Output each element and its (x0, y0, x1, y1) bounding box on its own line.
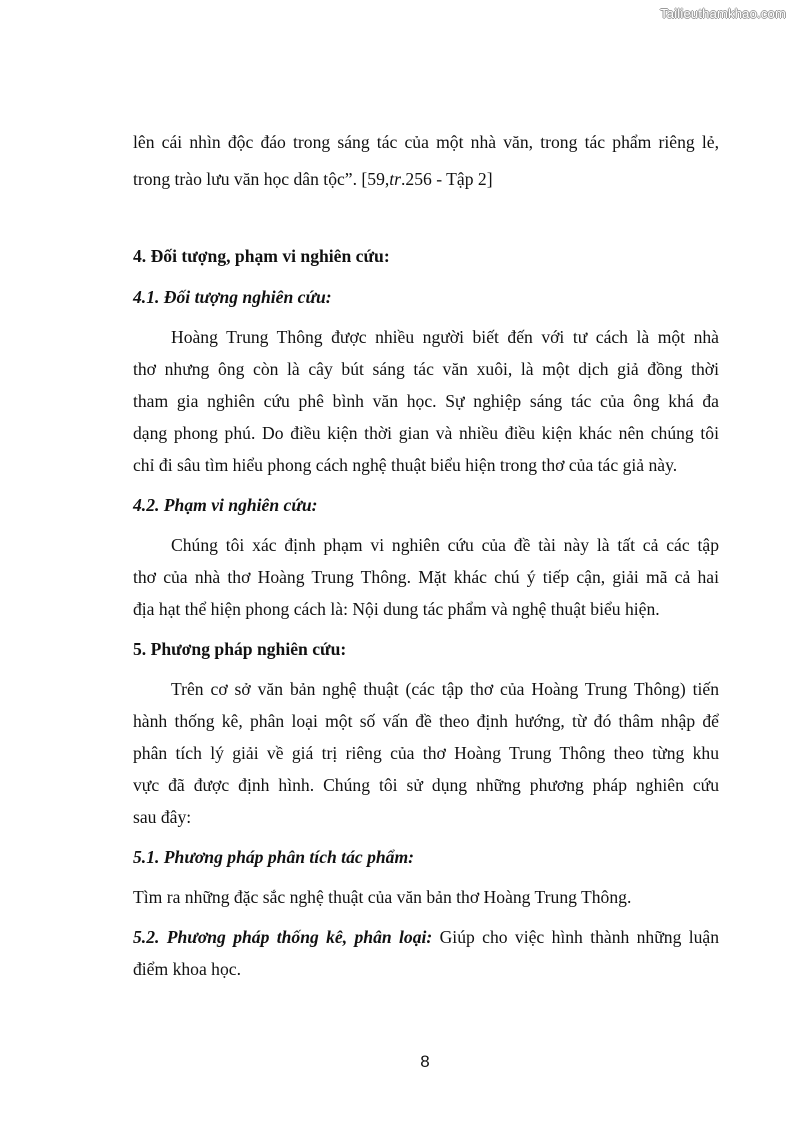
paragraph-line: phân tích lý giải về giá trị riêng của thơ Hoàng Trung Thông theo từng khu (133, 743, 719, 763)
paragraph-line: sau đây: (133, 807, 192, 827)
paragraph-line: Tìm ra những đặc sắc nghệ thuật của văn bản thơ Hoàng Trung Thông. (133, 887, 632, 907)
paragraph-line: vực đã được định hình. Chúng tôi sử dụng những phương pháp nghiên cứu (133, 775, 719, 795)
paragraph-line: tham gia nghiên cứu phê bình văn học. Sự nghiệp sáng tác của ông khá đa (133, 391, 719, 411)
subsection-heading-inline: 5.2. Phương pháp thống kê, phân loại: (133, 927, 433, 947)
section-heading: 5. Phương pháp nghiên cứu: (133, 639, 347, 659)
paragraph-line: thơ nhưng ông còn là cây bút sáng tác văn xuôi, là một dịch giả đồng thời (133, 359, 719, 379)
paragraph-line: địa hạt thể hiện phong cách là: Nội dung tác phẩm và nghệ thuật biểu hiện. (133, 599, 660, 619)
text: .256 - Tập 2] (401, 169, 493, 189)
paragraph-line: thơ của nhà thơ Hoàng Trung Thông. Mặt khác chú ý tiếp cận, giải mã cả hai (133, 567, 719, 587)
italic-text: tr (389, 169, 402, 189)
paragraph-line: hành thống kê, phân loại một số vấn đề theo định hướng, từ đó thâm nhập để (133, 711, 719, 731)
section-heading: 4. Đối tượng, phạm vi nghiên cứu: (133, 246, 390, 266)
text: trong trào lưu văn học dân tộc”. [59, (133, 169, 390, 189)
paragraph-line: Hoàng Trung Thông được nhiều người biết đến với tư cách là một nhà (171, 327, 719, 347)
subsection-heading: 4.1. Đối tượng nghiên cứu: (133, 287, 332, 307)
paragraph-line-citation (133, 164, 493, 196)
subsection-heading: 4.2. Phạm vi nghiên cứu: (133, 495, 318, 515)
paragraph-line-mixed (133, 922, 719, 954)
paragraph-line: dạng phong phú. Do điều kiện thời gian và nhiều điều kiện khác nên chúng tôi (133, 423, 719, 443)
text: Giúp cho việc hình thành những luận (432, 927, 720, 947)
paragraph-line: chỉ đi sâu tìm hiểu phong cách nghệ thuật biểu hiện trong thơ của tác giả này. (133, 455, 678, 475)
page-number: 8 (420, 1052, 430, 1071)
paragraph-line: Chúng tôi xác định phạm vi nghiên cứu của đề tài này là tất cả các tập (171, 535, 719, 555)
paragraph-line: lên cái nhìn độc đáo trong sáng tác của một nhà văn, trong tác phẩm riêng lẻ, (133, 132, 719, 152)
watermark: Tailieuthamkhao.com (660, 6, 786, 21)
paragraph-line: điểm khoa học. (133, 959, 241, 979)
paragraph-line: Trên cơ sở văn bản nghệ thuật (các tập thơ của Hoàng Trung Thông) tiến (171, 679, 719, 699)
subsection-heading: 5.1. Phương pháp phân tích tác phẩm: (133, 847, 415, 867)
